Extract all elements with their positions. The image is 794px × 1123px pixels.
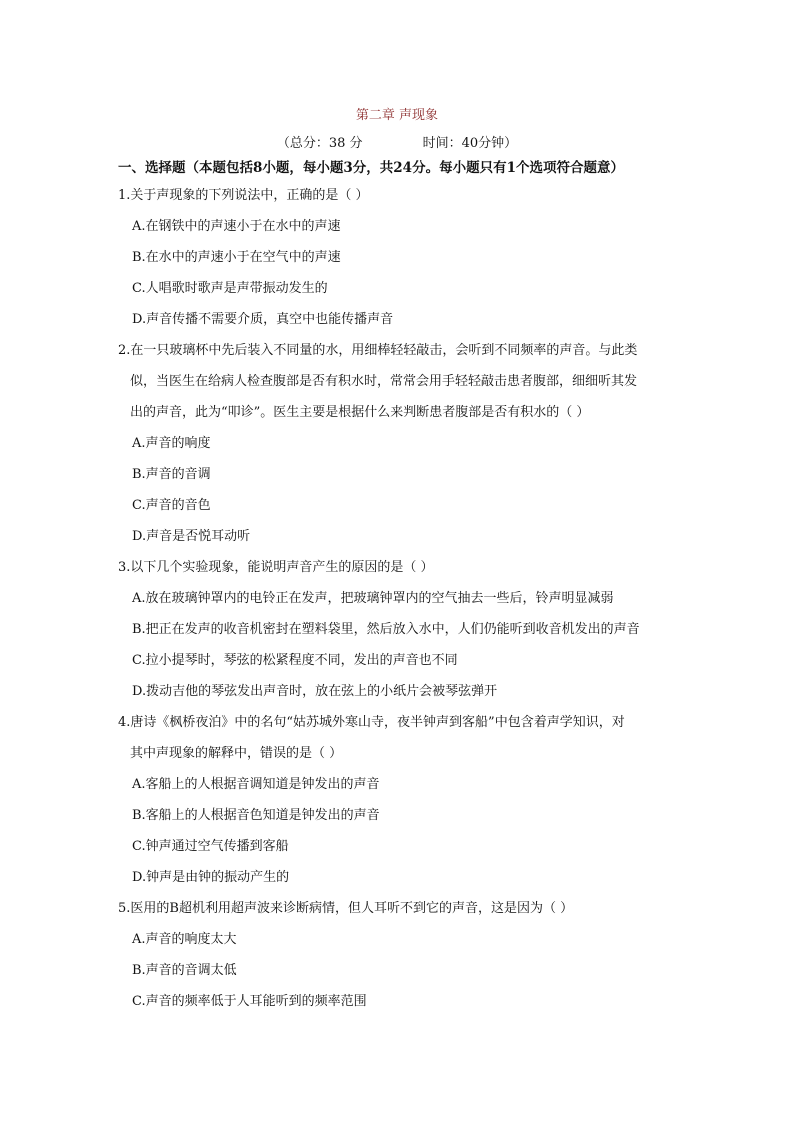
- option-d: D.声音是否悦耳动听: [132, 529, 251, 544]
- option-d: D.声音传播不需要介质，真空中也能传播声音: [132, 312, 394, 327]
- question-5: [118, 893, 678, 1017]
- question-1: [118, 180, 678, 335]
- option-c: C.钟声通过空气传播到客船: [132, 839, 289, 854]
- question-stem: 4.唐诗《枫桥夜泊》中的名句“姑苏城外寒山寺，夜半钟声到客船”中包含着声学知识，对: [118, 715, 625, 730]
- option-a: A.声音的响度: [132, 436, 211, 451]
- question-4: [118, 707, 678, 893]
- question-list: [118, 180, 678, 1017]
- option-b: B.客船上的人根据音色知道是钟发出的声音: [132, 808, 380, 823]
- section-heading: 一、选择题（本题包括8小题，每小题3分，共24分。每小题只有1个选项符合题意）: [118, 160, 624, 176]
- question-3: [118, 552, 678, 707]
- total-score: （总分：38 分: [276, 136, 363, 151]
- question-stem-continued: 其中声现象的解释中，错误的是（ ）: [130, 746, 343, 761]
- option-c: C.拉小提琴时，琴弦的松紧程度不同，发出的声音也不同: [132, 653, 458, 668]
- time-limit: 时间：40分钟）: [422, 136, 518, 151]
- question-stem-continued: 出的声音，此为“叩诊”。医生主要是根据什么来判断患者腹部是否有积水的（ ）: [130, 405, 590, 420]
- option-b: B.把正在发声的收音机密封在塑料袋里，然后放入水中，人们仍能听到收音机发出的声音: [132, 622, 640, 637]
- option-a: A.放在玻璃钟罩内的电铃正在发声，把玻璃钟罩内的空气抽去一些后，铃声明显减弱: [132, 591, 614, 606]
- option-d: D.拨动吉他的琴弦发出声音时，放在弦上的小纸片会被琴弦弹开: [132, 684, 498, 699]
- option-c: C.声音的频率低于人耳能听到的频率范围: [132, 994, 367, 1009]
- chapter-title: 第二章 声现象: [355, 108, 439, 123]
- option-d: D.钟声是由钟的振动产生的: [132, 870, 290, 885]
- option-c: C.人唱歌时歌声是声带振动发生的: [132, 281, 328, 296]
- option-a: A.声音的响度太大: [132, 932, 237, 947]
- question-stem: 5.医用的B超机利用超声波来诊断病情，但人耳听不到它的声音，这是因为（ ）: [118, 901, 574, 916]
- question-stem: 3.以下几个实验现象，能说明声音产生的原因的是（ ）: [118, 560, 434, 575]
- question-stem: 1.关于声现象的下列说法中，正确的是（ ）: [118, 188, 369, 203]
- option-b: B.在水中的声速小于在空气中的声速: [132, 250, 341, 265]
- question-2: [118, 335, 678, 552]
- question-stem: 2.在一只玻璃杯中先后装入不同量的水，用细棒轻轻敲击，会听到不同频率的声音。与此类: [118, 343, 638, 358]
- option-b: B.声音的音调太低: [132, 963, 237, 978]
- option-c: C.声音的音色: [132, 498, 211, 513]
- option-b: B.声音的音调: [132, 467, 211, 482]
- option-a: A.客船上的人根据音调知道是钟发出的声音: [132, 777, 380, 792]
- exam-meta: [0, 132, 794, 151]
- question-stem-continued: 似，当医生在给病人检查腹部是否有积水时，常常会用手轻轻敲击患者腹部，细细听其发: [130, 374, 638, 389]
- option-a: A.在钢铁中的声速小于在水中的声速: [132, 219, 341, 234]
